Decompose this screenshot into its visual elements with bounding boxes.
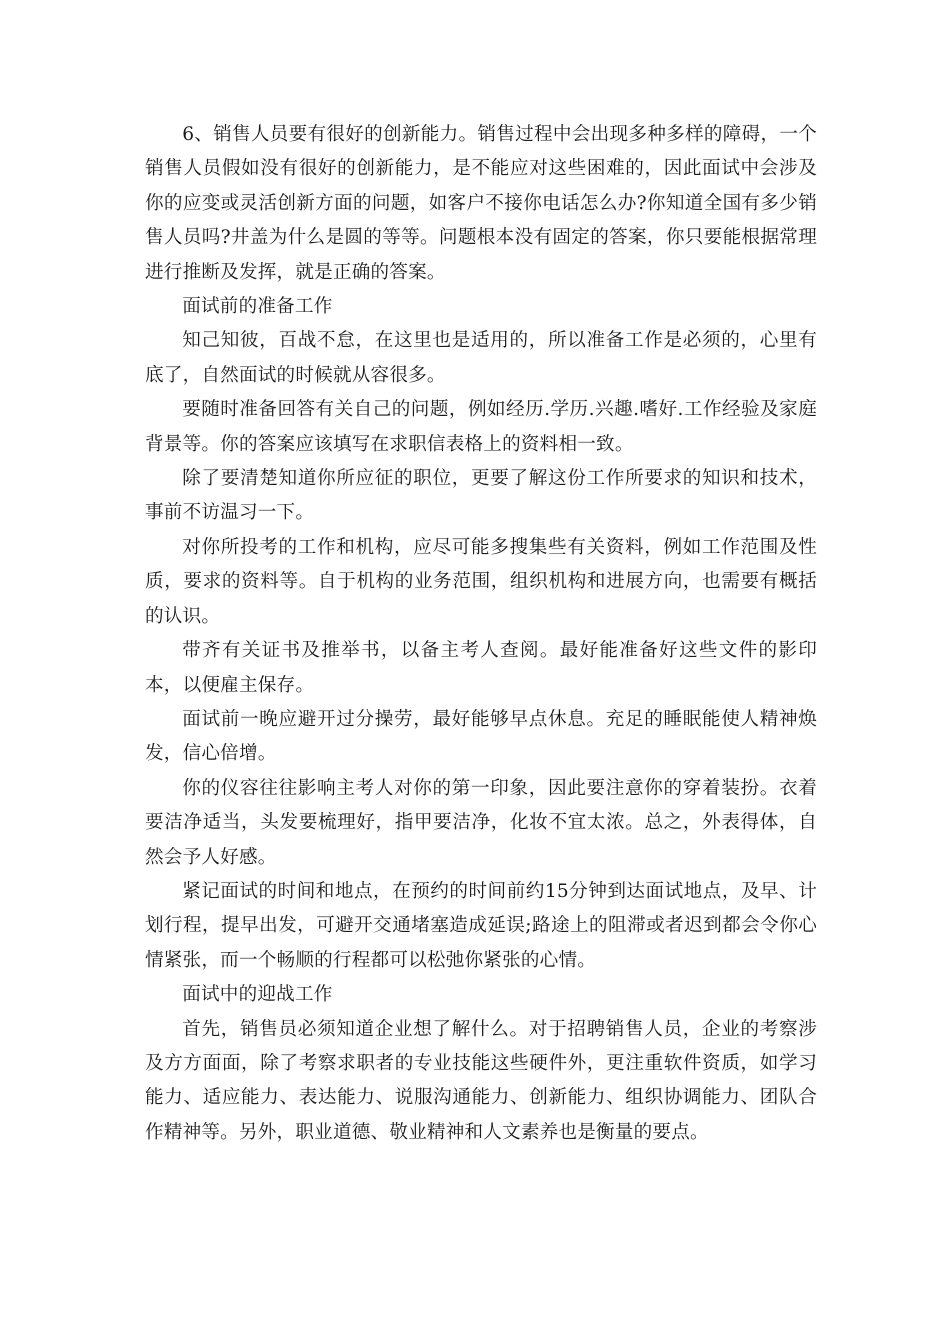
- section-heading-during-interview: 面试中的迎战工作: [182, 984, 333, 1006]
- paragraph-punctuality: 紧记面试的时间和地点，在预约的时间前约15分钟到达面试地点，及早、计划行程，提早出发，可避开交通堵塞造成延误;路途上的阻滞或者迟到都会令你心情紧张，而一个畅顺的行程都可以松弛你紧张的心情。: [145, 880, 817, 971]
- paragraph-job-knowledge: 除了要清楚知道你所应征的职位，更要了解这份工作所要求的知识和技术，事前不访温习一下。: [145, 468, 817, 524]
- paragraph-appearance: 你的仪容往往影响主考人对你的第一印象，因此要注意你的穿着装扮。衣着要洁净适当，头发要梳理好，指甲要洁净，化妆不宜太浓。总之，外表得体，自然会予人好感。: [145, 777, 817, 868]
- paragraph-rest: 面试前一晚应避开过分操劳，最好能够早点休息。充足的睡眠能使人精神焕发，信心倍增。: [145, 708, 817, 765]
- paragraph-employer-expectations: 首先，销售员必须知道企业想了解什么。对于招聘销售人员，企业的考察涉及方方面面，除了考察求职者的专业技能这些硬件外，更注重软件资质，如学习能力、适应能力、表达能力、说服沟通能力、创新能力、组织协调能力、团队合作精神等。另外，职业道德、敬业精神和人文素养也是衡量的要点。: [145, 1018, 817, 1143]
- paragraph-innovation-ability: 6、销售人员要有很好的创新能力。销售过程中会出现多种多样的障碍，一个销售人员假如没有很好的创新能力，是不能应对这些困难的，因此面试中会涉及你的应变或灵活创新方面的问题，如客户不接你电话怎么办?你知道全国有多少销售人员吗?井盖为什么是圆的等等。问题根本没有固定的答案，你只要能根据常理进行推断及发挥，就是正确的答案。: [145, 124, 817, 283]
- section-heading-preparation: 面试前的准备工作: [182, 296, 333, 318]
- paragraph-self-questions: 要随时准备回答有关自己的问题，例如经历.学历.兴趣.嗜好.工作经验及家庭背景等。你的答案应该填写在求职信表格上的资料相一致。: [145, 399, 817, 455]
- paragraph-know-yourself: 知己知彼，百战不怠，在这里也是适用的，所以准备工作是必须的，心里有底了，自然面试的时候就从容很多。: [145, 330, 817, 386]
- document-body: [145, 118, 817, 1150]
- paragraph-company-research: 对你所投考的工作和机构，应尽可能多搜集些有关资料，例如工作范围及性质，要求的资料等。自于机构的业务范围，组织机构和进展方向，也需要有概括的认识。: [145, 536, 817, 627]
- paragraph-certificates: 带齐有关证书及推举书，以备主考人查阅。最好能准备好这些文件的影印本，以便雇主保存。: [145, 640, 817, 696]
